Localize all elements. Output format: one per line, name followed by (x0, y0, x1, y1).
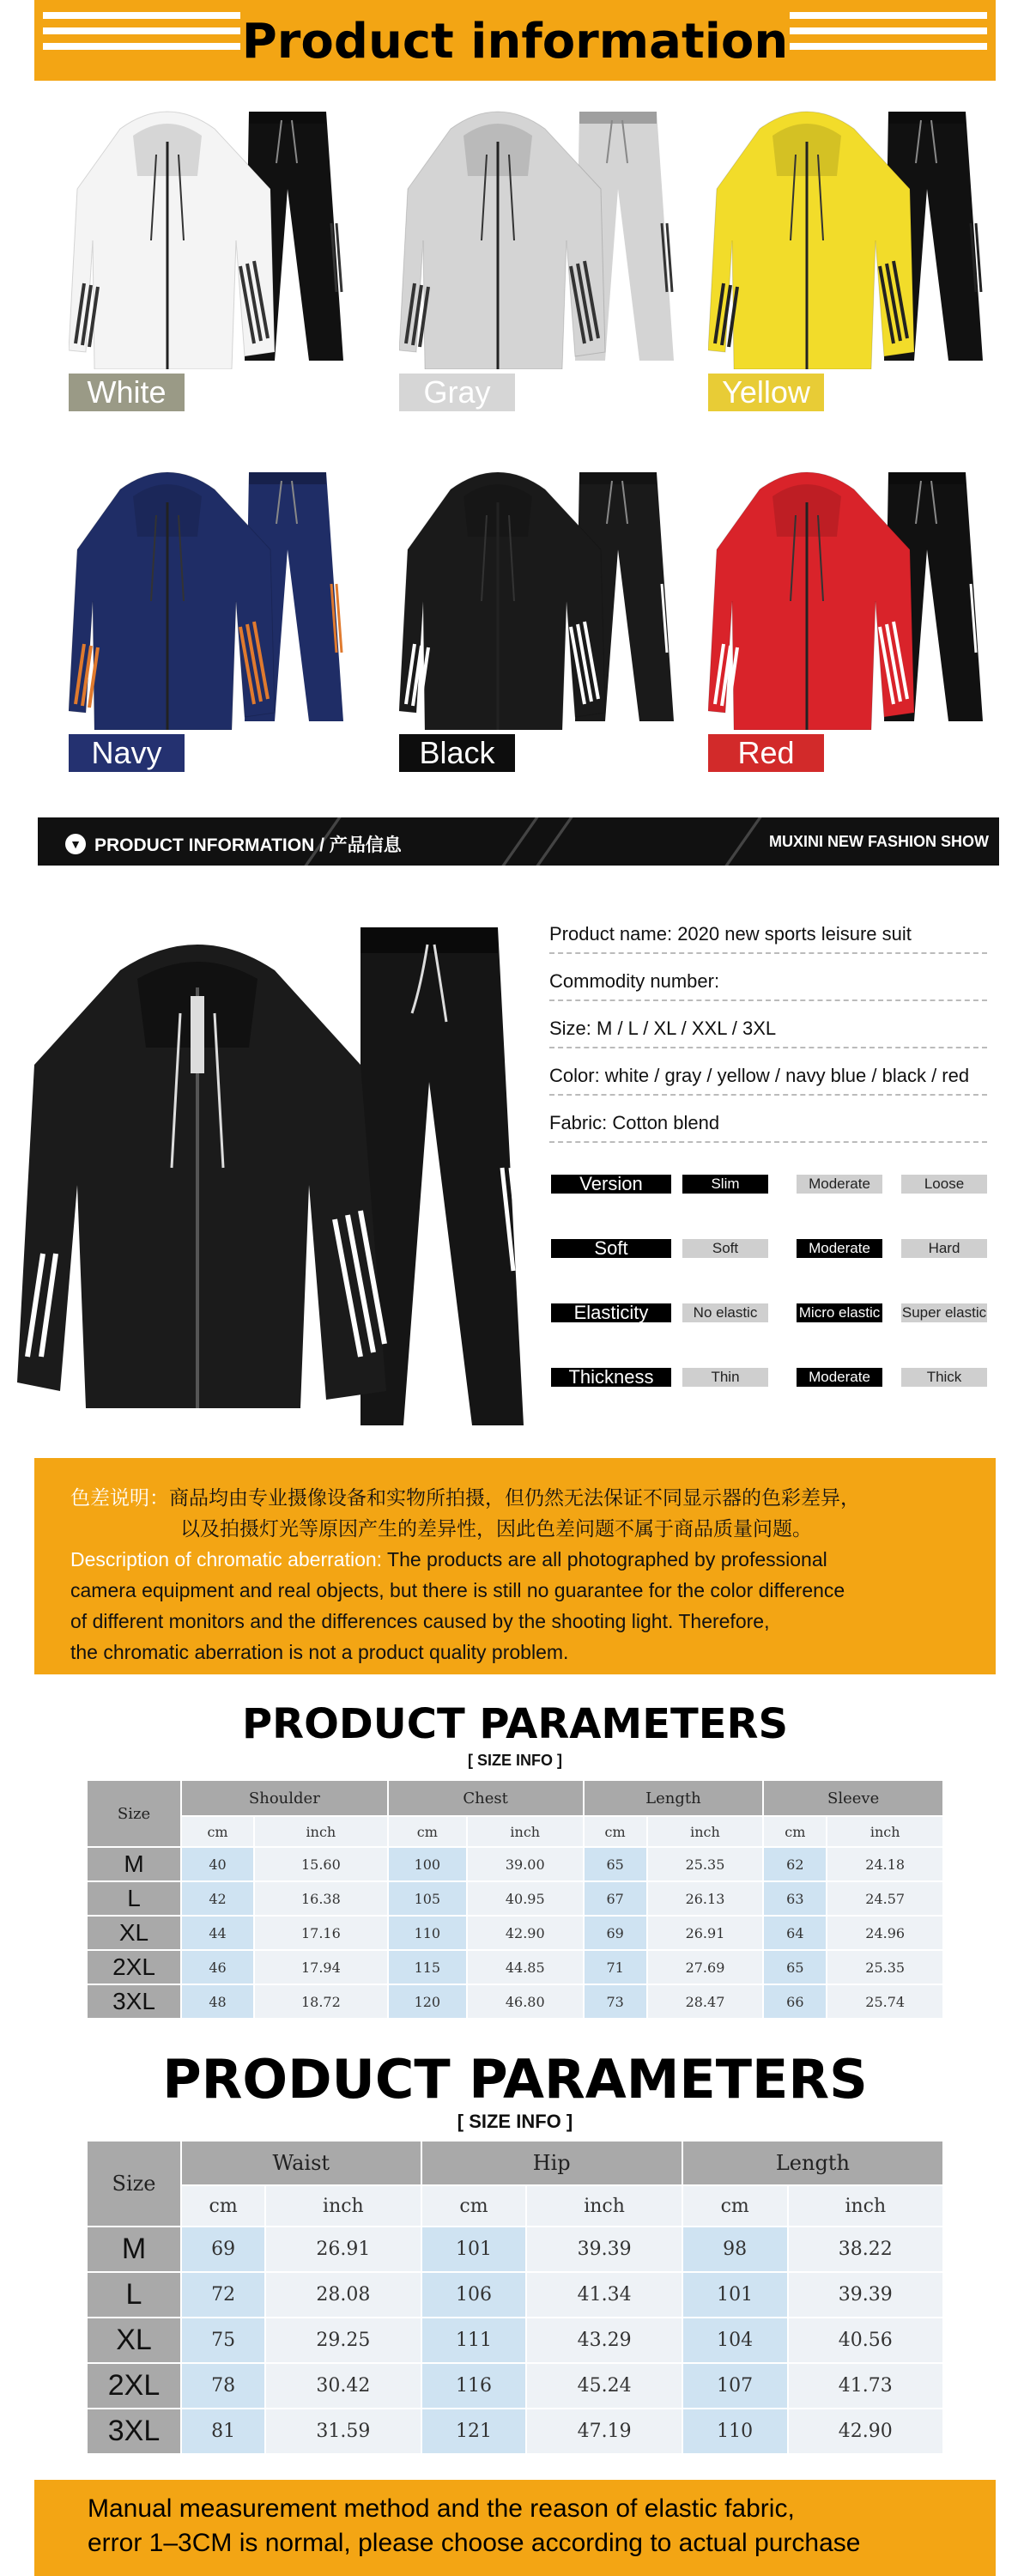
unit-header: inch (788, 2185, 943, 2227)
page-title: Product information (241, 14, 789, 70)
spec-label-version: Version (551, 1175, 671, 1194)
variant-red (708, 455, 1000, 790)
disclaimer-cn-label: 色差说明： (70, 1486, 169, 1509)
unit-header: inch (827, 1816, 943, 1847)
value-cell: 111 (421, 2318, 527, 2363)
spec-option: Loose (901, 1175, 987, 1194)
color-disclaimer (34, 1458, 996, 1674)
disclaimer-cn-line2: 以及拍摄灯光等原因产生的差异性，因此色差问题不属于商品质量问题。 (180, 1517, 812, 1540)
value-cell: 73 (584, 1984, 647, 2019)
size-cell: 3XL (87, 2409, 181, 2454)
unit-header: inch (254, 1816, 388, 1847)
table-row (87, 1950, 943, 1984)
value-cell: 81 (181, 2409, 265, 2454)
color-label-navy: Navy (69, 734, 185, 772)
table-row (87, 1916, 943, 1950)
spec-option: No elastic (682, 1303, 768, 1322)
spec-option: Slim (682, 1175, 768, 1194)
value-cell: 65 (584, 1847, 647, 1881)
product-sizes: Size: M / L / XL / XXL / 3XL (549, 1018, 987, 1048)
value-cell: 69 (584, 1916, 647, 1950)
spec-option: Thin (682, 1368, 768, 1387)
value-cell: 121 (421, 2409, 527, 2454)
pants-size-table (86, 2140, 944, 2455)
disclaimer-en-line4: the chromatic aberration is not a product quality problem. (70, 1641, 569, 1663)
disclaimer-en-line1: The products are all photographed by professional (382, 1548, 827, 1571)
value-cell: 25.74 (827, 1984, 943, 2019)
table-row (87, 2363, 943, 2409)
outfit-image (399, 455, 691, 730)
unit-header: inch (467, 1816, 584, 1847)
table-row (87, 2318, 943, 2363)
outfit-image (69, 94, 360, 369)
value-cell: 31.59 (265, 2409, 421, 2454)
value-cell: 27.69 (647, 1950, 764, 1984)
value-cell: 48 (181, 1984, 254, 2019)
value-cell: 41.73 (788, 2363, 943, 2409)
value-cell: 40.56 (788, 2318, 943, 2363)
value-cell: 42.90 (467, 1916, 584, 1950)
spec-label-soft: Soft (551, 1239, 671, 1258)
color-label-gray: Gray (399, 374, 515, 411)
measurement-note (34, 2480, 996, 2576)
banner-brand: MUXINI NEW FASHION SHOW (769, 833, 989, 850)
value-cell: 101 (682, 2272, 788, 2318)
size-cell: L (87, 2272, 181, 2318)
color-label-black: Black (399, 734, 515, 772)
jacket-params-title: PRODUCT PARAMETERS (241, 1700, 789, 1748)
measure-header: Shoulder (181, 1780, 388, 1816)
value-cell: 104 (682, 2318, 788, 2363)
table-row (87, 2227, 943, 2272)
value-cell: 40 (181, 1847, 254, 1881)
color-label-yellow: Yellow (708, 374, 824, 411)
value-cell: 15.60 (254, 1847, 388, 1881)
outfit-image (69, 455, 360, 730)
spec-option: Micro elastic (797, 1303, 882, 1322)
header-stripes-right (790, 12, 987, 65)
spec-option: Moderate (797, 1368, 882, 1387)
disclaimer-en-label: Description of chromatic aberration: (70, 1548, 383, 1571)
pants-params-title: PRODUCT PARAMETERS (162, 2048, 868, 2111)
size-cell: M (87, 1847, 181, 1881)
value-cell: 69 (181, 2227, 265, 2272)
unit-header: cm (763, 1816, 827, 1847)
unit-header: cm (181, 1816, 254, 1847)
value-cell: 44.85 (467, 1950, 584, 1984)
spec-option: Thick (901, 1368, 987, 1387)
value-cell: 40.95 (467, 1881, 584, 1916)
value-cell: 17.94 (254, 1950, 388, 1984)
disclaimer-cn-line1: 商品均由专业摄像设备和实物所拍摄，但仍然无法保证不同显示器的色彩差异， (169, 1486, 860, 1509)
value-cell: 64 (763, 1916, 827, 1950)
value-cell: 24.18 (827, 1847, 943, 1881)
size-header: Size (87, 1780, 181, 1847)
measure-header: Waist (181, 2141, 421, 2185)
unit-header: cm (181, 2185, 265, 2227)
value-cell: 16.38 (254, 1881, 388, 1916)
unit-header: inch (265, 2185, 421, 2227)
measure-header: Hip (421, 2141, 682, 2185)
table-row (87, 2409, 943, 2454)
value-cell: 63 (763, 1881, 827, 1916)
value-cell: 100 (388, 1847, 467, 1881)
value-cell: 43.29 (526, 2318, 682, 2363)
value-cell: 44 (181, 1916, 254, 1950)
value-cell: 26.91 (647, 1916, 764, 1950)
value-cell: 24.96 (827, 1916, 943, 1950)
measure-header: Sleeve (763, 1780, 943, 1816)
value-cell: 42.90 (788, 2409, 943, 2454)
value-cell: 98 (682, 2227, 788, 2272)
unit-header: inch (526, 2185, 682, 2227)
measurement-note-line2: error 1–3CM is normal, please choose according to actual purchase (88, 2529, 861, 2557)
banner-title: PRODUCT INFORMATION / 产品信息 (94, 835, 402, 855)
spec-label-elasticity: Elasticity (551, 1303, 671, 1322)
size-cell: 3XL (87, 1984, 181, 2019)
unit-header: cm (682, 2185, 788, 2227)
value-cell: 105 (388, 1881, 467, 1916)
spec-option: Moderate (797, 1239, 882, 1258)
table-row (87, 1984, 943, 2019)
variant-white (69, 94, 360, 429)
variant-navy (69, 455, 360, 790)
spec-option: Super elastic (901, 1304, 987, 1321)
disclaimer-en-line3: of different monitors and the differences caused by the shooting light. Therefore, (70, 1610, 770, 1632)
value-cell: 18.72 (254, 1984, 388, 2019)
color-label-red: Red (708, 734, 824, 772)
size-cell: XL (87, 2318, 181, 2363)
value-cell: 25.35 (647, 1847, 764, 1881)
value-cell: 39.39 (788, 2272, 943, 2318)
unit-header: cm (388, 1816, 467, 1847)
value-cell: 47.19 (526, 2409, 682, 2454)
value-cell: 115 (388, 1950, 467, 1984)
spec-option: Soft (682, 1239, 768, 1258)
variant-gray (399, 94, 691, 429)
top-header (34, 0, 996, 81)
outfit-image (708, 455, 1000, 730)
measure-header: Length (584, 1780, 764, 1816)
measure-header: Chest (388, 1780, 584, 1816)
variant-black (399, 455, 691, 790)
value-cell: 38.22 (788, 2227, 943, 2272)
unit-header: inch (647, 1816, 764, 1847)
value-cell: 30.42 (265, 2363, 421, 2409)
size-cell: L (87, 1881, 181, 1916)
value-cell: 71 (584, 1950, 647, 1984)
value-cell: 101 (421, 2227, 527, 2272)
variant-yellow (708, 94, 1000, 429)
value-cell: 26.91 (265, 2227, 421, 2272)
pants-params-subtitle: [ SIZE INFO ] (457, 2111, 573, 2132)
value-cell: 66 (763, 1984, 827, 2019)
value-cell: 17.16 (254, 1916, 388, 1950)
value-cell: 24.57 (827, 1881, 943, 1916)
disclaimer-en-line2: camera equipment and real objects, but there is still no guarantee for the color difference (70, 1579, 845, 1601)
jacket-size-table (86, 1779, 944, 2020)
spec-option: Moderate (797, 1175, 882, 1194)
value-cell: 39.00 (467, 1847, 584, 1881)
jacket-params-subtitle: [ SIZE INFO ] (468, 1752, 562, 1769)
value-cell: 41.34 (526, 2272, 682, 2318)
product-fabric: Fabric: Cotton blend (549, 1112, 987, 1143)
value-cell: 110 (388, 1916, 467, 1950)
unit-header: cm (421, 2185, 527, 2227)
value-cell: 62 (763, 1847, 827, 1881)
value-cell: 78 (181, 2363, 265, 2409)
value-cell: 39.39 (526, 2227, 682, 2272)
product-colors: Color: white / gray / yellow / navy blue / black / red (549, 1065, 987, 1096)
product-info-banner (38, 817, 999, 866)
commodity-number: Commodity number: (549, 970, 987, 1001)
color-label-white: White (69, 374, 185, 411)
size-cell: 2XL (87, 2363, 181, 2409)
value-cell: 72 (181, 2272, 265, 2318)
outfit-image (708, 94, 1000, 369)
value-cell: 28.08 (265, 2272, 421, 2318)
table-row (87, 1847, 943, 1881)
value-cell: 110 (682, 2409, 788, 2454)
value-cell: 42 (181, 1881, 254, 1916)
value-cell: 45.24 (526, 2363, 682, 2409)
size-cell: M (87, 2227, 181, 2272)
table-row (87, 1881, 943, 1916)
measure-header: Length (682, 2141, 943, 2185)
size-cell: 2XL (87, 1950, 181, 1984)
value-cell: 28.47 (647, 1984, 764, 2019)
location-pin-icon: ▼ (65, 834, 86, 854)
spec-label-thickness: Thickness (551, 1368, 671, 1387)
value-cell: 120 (388, 1984, 467, 2019)
value-cell: 25.35 (827, 1950, 943, 1984)
value-cell: 26.13 (647, 1881, 764, 1916)
measurement-note-line1: Manual measurement method and the reason of elastic fabric, (88, 2494, 795, 2523)
outfit-image (399, 94, 691, 369)
size-cell: XL (87, 1916, 181, 1950)
product-photo-black-suit (17, 910, 532, 1443)
product-name: Product name: 2020 new sports leisure suit (549, 923, 987, 954)
value-cell: 106 (421, 2272, 527, 2318)
value-cell: 107 (682, 2363, 788, 2409)
value-cell: 116 (421, 2363, 527, 2409)
value-cell: 75 (181, 2318, 265, 2363)
unit-header: cm (584, 1816, 647, 1847)
value-cell: 46.80 (467, 1984, 584, 2019)
table-row (87, 2272, 943, 2318)
spec-option: Hard (901, 1239, 987, 1258)
size-header: Size (87, 2141, 181, 2227)
value-cell: 65 (763, 1950, 827, 1984)
value-cell: 67 (584, 1881, 647, 1916)
value-cell: 29.25 (265, 2318, 421, 2363)
value-cell: 46 (181, 1950, 254, 1984)
